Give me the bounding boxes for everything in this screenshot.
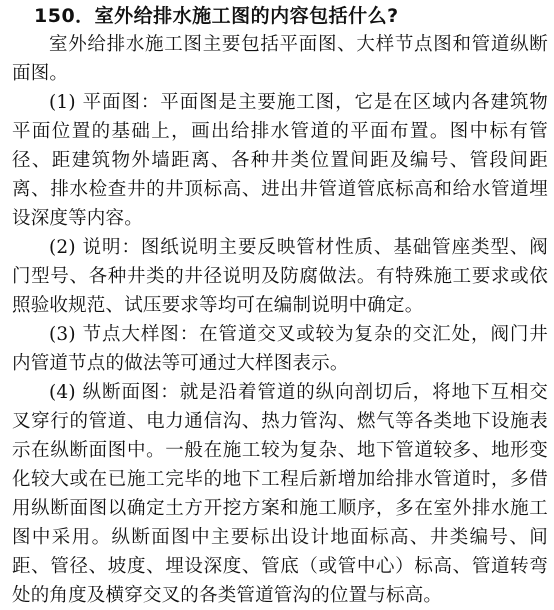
section-plan-view: (1) 平面图：平面图是主要施工图，它是在区域内各建筑物平面位置的基础上，画出给排水管道的平面布置。图中标有管径、距建筑物外墙距离、各种井类位置间距及编号、管段间距离、排水检查井的井顶标高、进出井管道管底标高和给水管道埋设深度等内容。 (12, 92, 548, 229)
section-profile-view: (4) 纵断面图：就是沿着管道的纵向剖切后，将地下互相交叉穿行的管道、电力通信沟、热力管沟、燃气等各类地下设施表示在纵断面图中。一般在施工较为复杂、地下管道较多、地形变化较大或在已施工完毕的地下工程后新增加给排水管道时，多借用纵断面图以确定土方开挖方案和施工顺序，多在室外排水施工图中采用。纵断面图中主要标出设计地面标高、井类编号、间距、管径、坡度、埋设深度、管底（或管中心）标高、管道转弯处的角度及横穿交叉的各类管道管沟的位置与标高。 (12, 382, 548, 606)
intro-paragraph: 室外给排水施工图主要包括平面图、大样节点图和管道纵断面图。 (12, 34, 548, 84)
section-detail-drawing: (3) 节点大样图：在管道交叉或较为复杂的交汇处，阀门井内管道节点的做法等可通过大样图表示。 (12, 324, 548, 374)
section-description: (2) 说明：图纸说明主要反映管材性质、基础管座类型、阀门型号、各种井类的井径说明及防腐做法。有特殊施工要求或依照验收规范、试压要求等均可在编制说明中确定。 (12, 237, 548, 316)
question-title: 150．室外给排水施工图的内容包括什么? (34, 5, 399, 27)
